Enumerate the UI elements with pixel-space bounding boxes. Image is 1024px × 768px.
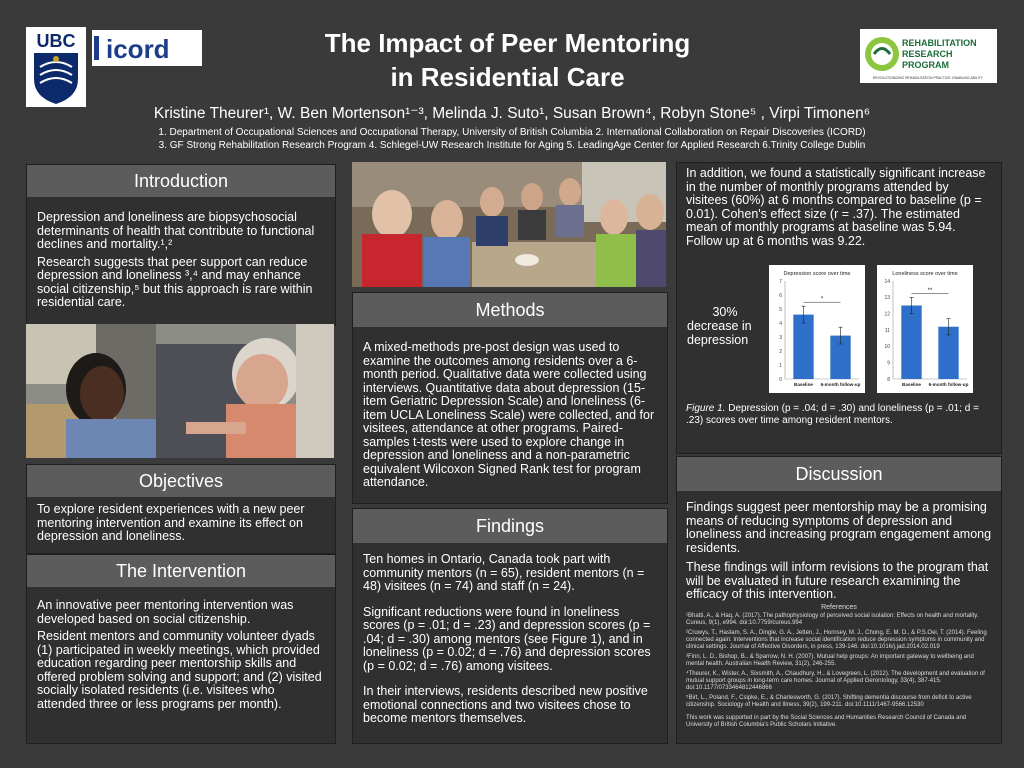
figure-caption-label: Figure 1. — [686, 403, 726, 414]
reference-4: ⁴Theurer, K., Wister, A., Sixsmith, A., Chaudhury, H., & Lovegreen, L. (2012). The development and evaluation of mutual support groups in long-term care homes. Journal of Applied Gerontology, 33(4), 387-415. doi:10.1177/0733464812446866 — [686, 670, 985, 691]
chart-1-significance-mark: ** — [927, 287, 933, 294]
poster-title — [250, 26, 765, 94]
rehabilitation-research-program-logo — [860, 29, 997, 83]
chart-1-y-tick-0: 8 — [887, 376, 890, 383]
affiliations — [40, 126, 984, 152]
methods-panel — [352, 292, 668, 504]
discussion-paragraph-2: These findings will inform revisions to the program that will be evaluated in future research examining the efficacy of this intervention. — [686, 560, 989, 601]
findings-paragraph-3: In their interviews, residents described new positive emotional connections and two visitees chose to become mentors themselves. — [363, 684, 648, 725]
introduction-heading: Introduction — [27, 165, 335, 197]
results-panel — [676, 162, 1002, 454]
ubc-crest-icon — [26, 27, 86, 107]
intervention-heading: The Intervention — [27, 555, 335, 587]
rrp-line-1: REHABILITATION — [902, 38, 977, 48]
ubc-logo-text: UBC — [36, 31, 76, 51]
chart-0-bar-0 — [793, 315, 813, 379]
findings-panel — [352, 508, 668, 744]
group-meeting-photo — [352, 162, 666, 287]
reference-1: ¹Bhatti, A., & Haq, A. (2017). The pathophysiology of perceived social isolation: Effects on health and mortality. Cureus, 9(1), e994. doi:10.7759/cureus.994 — [686, 612, 979, 626]
chart-0-y-tick-7: 7 — [779, 278, 782, 285]
chart-1-x-label-0: Baseline — [902, 382, 921, 387]
author-list: Kristine Theurer¹, W. Ben Mortenson¹⁻³, Melinda J. Suto¹, Susan Brown⁴, Robyn Stone⁵ , Virpi Timonen⁶ — [153, 105, 871, 122]
affiliations-line-1: 1. Department of Occupational Sciences and Occupational Therapy, University of British Columbia 2. International Collaboration on Repair Discoveries (ICORD) — [158, 127, 866, 138]
introduction-paragraph-1: Depression and loneliness are biopsychosocial determinants of health that contribute to functional declines and mortality.¹,² — [37, 210, 315, 251]
chart-0-y-tick-5: 5 — [779, 306, 782, 313]
chart-0-significance-mark: * — [820, 296, 824, 303]
introduction-paragraph-2: Research suggests that peer support can reduce depression and loneliness ³,⁴ and may enhance social citizenship,⁵ but this approach is rare within residential care. — [37, 254, 313, 309]
chart-0-y-tick-6: 6 — [779, 292, 782, 299]
objectives-paragraph: To explore resident experiences with a new peer mentoring intervention and examine its effect on depression and loneliness. — [37, 502, 305, 543]
discussion-heading: Discussion — [677, 457, 1001, 491]
findings-paragraph-1: Ten homes in Ontario, Canada took part with community mentors (n = 65), resident mentors (n = 48) visitees (n = 74) and staff (n = 24). — [363, 552, 645, 593]
affiliations-line-2: 3. GF Strong Rehabilitation Research Program 4. Schlegel-UW Research Institute for Aging 5. LeadingAge Center for Applied Research 6.Trinity College Dublin — [158, 140, 866, 151]
photo-group-icon — [352, 162, 666, 287]
references — [677, 604, 1001, 729]
rrp-tagline: REVOLUTIONIZING REHABILITATION PRACTICE: ENABLING ABILITY — [873, 76, 983, 80]
funding-note: This work was supported in part by the Social Sciences and Humanities Research Council of Canada and University of British Columbia's Public Scholars Initiative. — [686, 714, 967, 728]
discussion-panel — [676, 456, 1002, 744]
introduction-panel — [26, 164, 336, 326]
intervention-paragraph-2: Resident mentors and community volunteer dyads (1) participated in weekly meetings, which provided education regarding peer mentorship skills and offered problem solving and support; and (2) visited socially isolated residents (i.e. visitees who attended three or less programs per month). — [37, 629, 322, 711]
title-line-2: in Residential Care — [390, 62, 625, 92]
figure-caption-text: Depression (p = .04; d = .30) and loneliness (p = .01; d = .23) scores over time among resident mentors. — [686, 403, 979, 426]
chart-1-title: Loneliness score over time — [892, 271, 958, 277]
objectives-heading: Objectives — [27, 465, 335, 497]
callout-text: decrease in depression — [687, 319, 752, 347]
references-heading: References — [821, 603, 857, 611]
discussion-paragraph-1: Findings suggest peer mentorship may be a promising means of reducing symptoms of depression and loneliness and increasing program engagement among residents. — [686, 500, 992, 555]
findings-heading: Findings — [353, 509, 667, 543]
chart-1-bar-0 — [901, 306, 921, 380]
chart-1-y-tick-2: 10 — [884, 344, 890, 351]
mentoring-photo-pair — [26, 324, 334, 458]
rrp-line-2: RESEARCH — [902, 49, 953, 59]
callout-value: 30% — [712, 305, 738, 319]
chart-0-y-tick-0: 0 — [779, 376, 782, 383]
chart-0-y-tick-2: 2 — [779, 348, 782, 355]
icord-logo-text: icord — [106, 34, 170, 64]
methods-heading: Methods — [353, 293, 667, 327]
chart-1-y-tick-6: 14 — [884, 278, 890, 285]
findings-paragraph-2: Significant reductions were found in loneliness scores (p = .01; d = .23) and depression scores (p = .04; d = .30) among mentors (see Figure 1), and in loneliness (p = 0.02; d = .76) and depression scores (p = 0.02; d = .76) among visitees. — [363, 604, 651, 673]
chart-0-y-tick-4: 4 — [779, 320, 782, 327]
chart-1-y-tick-4: 12 — [884, 311, 890, 318]
chart-1-y-tick-1: 9 — [887, 360, 890, 367]
chart-1-x-label-1: 6-month follow-up — [928, 382, 969, 387]
chart-0-x-label-0: Baseline — [794, 382, 813, 387]
rrp-line-3: PROGRAM — [902, 60, 949, 70]
icord-logo — [92, 30, 202, 66]
reference-3: ³Finn, L. D., Bishop, B., & Sparrow, N. H. (2007). Mutual help groups: An important gateway to wellbeing and mental health. Australian Health Review, 31(2), 246-255. — [686, 653, 974, 667]
reference-5: ⁵Birt, L., Poland, F., Csipke, E., & Charlesworth, G. (2017). Shifting dementia discourse from deficit to active citizenship. Sociology of Health and Illness, 39(2), 199-211. doi:10.1111/1467-9566.12530 — [686, 694, 972, 708]
chart-0-x-label-1: 6-month follow-up — [820, 382, 861, 387]
intervention-panel — [26, 554, 336, 744]
figure-1-caption — [686, 403, 992, 427]
intervention-paragraph-1: An innovative peer mentoring intervention was developed based on social citizenship. — [37, 598, 294, 626]
reference-2: ²Cruwys, T., Haslam, S. A., Dingle, G. A., Jetten, J., Hornsey, M. J., Chong, E. M. D., & P.S.Oei, T. (2014). Feeling connected again: Interventions that increase social identification reduce depression symptoms in community and clinical settings. Journal of Affective Disorders, in press, 139-146. doi:10.1016/j.jad.2014.02.019 — [686, 629, 987, 650]
photo-pair-icon — [26, 324, 334, 458]
objectives-panel — [26, 464, 336, 554]
chart-1-y-tick-3: 11 — [884, 327, 890, 334]
figure-1-charts — [769, 265, 977, 393]
chart-0-y-tick-1: 1 — [779, 362, 782, 369]
ubc-logo — [26, 27, 86, 107]
chart-0-y-tick-3: 3 — [779, 334, 782, 341]
chart-0-title: Depression score over time — [783, 271, 851, 277]
results-paragraph: In addition, we found a statistically significant increase in the number of monthly programs attended by visitees (60%) at 6 months compared to baseline (p = 0.01). Cohen's effect size (r = .37). The estimated mean of monthly programs at baseline was 5.94. Follow up at 6 months was 9.22. — [686, 166, 986, 248]
title-line-1: The Impact of Peer Mentoring — [324, 28, 691, 58]
chart-1-y-tick-5: 13 — [884, 295, 890, 302]
methods-paragraph: A mixed-methods pre-post design was used to examine the outcomes among residents over a 6-month period. Qualitative data were collected using interviews. Quantitative data about depression (15-item Geriatric Depression Scale) and loneliness (6-item UCLA Loneliness Scale) were collected, and for visitees, attendance at other programs. Paired-samples t-tests were used to explore change in depression and loneliness and a non-parametric equivalent Wilcoxon Signed Rank test for program attendance. — [363, 340, 655, 489]
depression-callout — [685, 305, 765, 347]
